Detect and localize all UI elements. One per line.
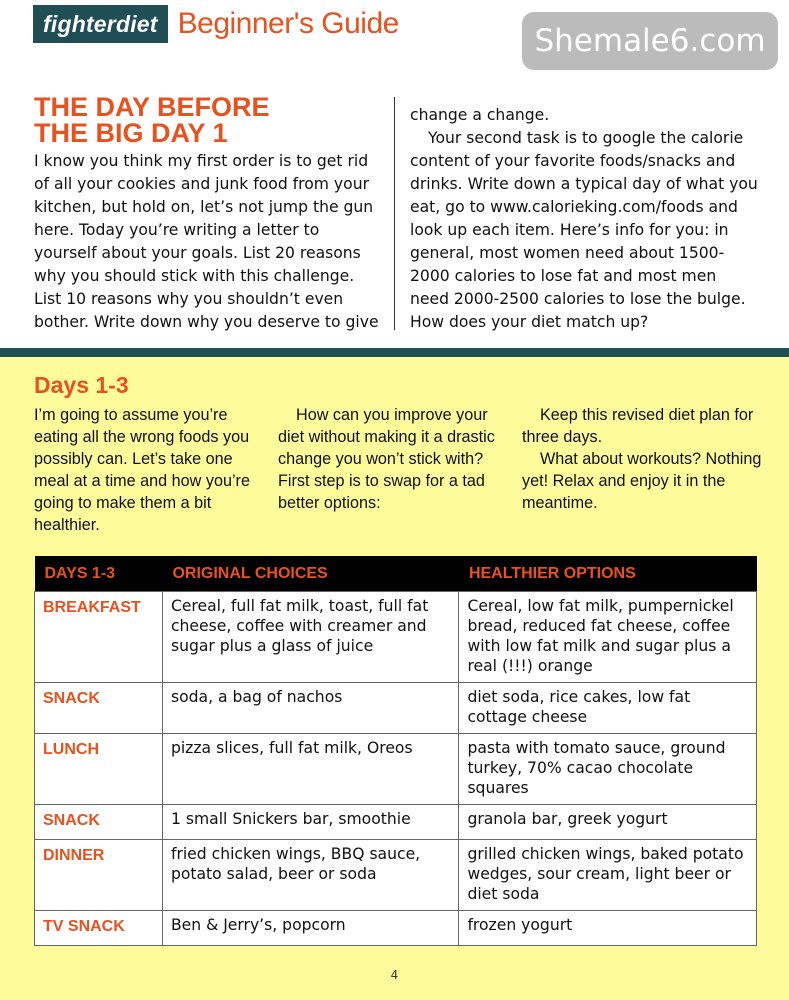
meal-label: SNACK bbox=[35, 805, 163, 840]
table-row bbox=[35, 734, 757, 805]
days-title: Days 1-3 bbox=[34, 372, 129, 398]
header-original: ORIGINAL CHOICES bbox=[162, 556, 458, 592]
second-task-paragraph: Your second task is to google the calorie content of your favorite foods/snacks and drinks. Write down a typical day of what you eat, go to www.calorieking.com/foods and look up each item. Here’s info for you: in general, most women need about 1500-2000 calories to lose fat and most men need 2000-2500 calories to lose the bulge. How does your diet match up? bbox=[410, 129, 758, 331]
divider-band bbox=[0, 348, 789, 357]
section-title-line1: THE DAY BEFORE bbox=[34, 92, 270, 122]
column-divider bbox=[394, 97, 395, 330]
table-header-row bbox=[35, 556, 757, 592]
healthier-cell: granola bar, greek yogurt bbox=[459, 805, 757, 840]
healthier-cell: Cereal, low fat milk, pumpernickel bread, reduced fat cheese, coffee with low fat milk and sugar plus a real (!!!) orange bbox=[459, 592, 757, 683]
continued-paragraph: change a change. bbox=[410, 106, 550, 124]
section-title-line2: THE BIG DAY 1 bbox=[34, 118, 228, 148]
table-row bbox=[35, 683, 757, 734]
days-paragraph-3: Keep this revised diet plan for three days. bbox=[522, 406, 754, 446]
table-row bbox=[35, 840, 757, 911]
healthier-cell: grilled chicken wings, baked potato wedges, sour cream, light beer or diet soda bbox=[459, 840, 757, 911]
original-cell: Cereal, full fat milk, toast, full fat cheese, coffee with creamer and sugar plus a glass of juice bbox=[162, 592, 458, 683]
original-cell: pizza slices, full fat milk, Oreos bbox=[162, 734, 458, 805]
meal-label: LUNCH bbox=[35, 734, 163, 805]
original-cell: Ben & Jerry’s, popcorn bbox=[162, 911, 458, 946]
header-healthier: HEALTHIER OPTIONS bbox=[459, 556, 757, 592]
original-cell: fried chicken wings, BBQ sauce, potato salad, beer or soda bbox=[162, 840, 458, 911]
intro-column-left bbox=[34, 150, 384, 334]
days-column-1 bbox=[34, 404, 270, 536]
table-row bbox=[35, 805, 757, 840]
header bbox=[33, 5, 399, 43]
meal-label: TV SNACK bbox=[35, 911, 163, 946]
original-cell: 1 small Snickers bar, smoothie bbox=[162, 805, 458, 840]
days-column-2 bbox=[278, 404, 506, 514]
days-paragraph-1: I’m going to assume you’re eating all the wrong foods you possibly can. Let’s take one meal at a time and how you’re going to make them a bit healthier. bbox=[34, 406, 250, 534]
healthier-cell: frozen yogurt bbox=[459, 911, 757, 946]
days-paragraph-2: How can you improve your diet without making it a drastic change you won’t stick with? First step is to swap for a tad better options: bbox=[278, 406, 495, 512]
header-days: DAYS 1-3 bbox=[35, 556, 163, 592]
meal-swap-table bbox=[34, 556, 757, 946]
days-paragraph-4: What about workouts? Nothing yet! Relax and enjoy it in the meantime. bbox=[522, 450, 762, 512]
page-number: 4 bbox=[390, 968, 399, 982]
brand-logo: fighterdiet bbox=[33, 5, 168, 43]
intro-paragraph: I know you think my first order is to get rid of all your cookies and junk food from your kitchen, but hold on, let’s not jump the gun here. Today you’re writing a letter to yourself about your goals. List 20 reasons why you should stick with this challenge. List 10 reasons why you shouldn’t even bother. Write down why you deserve to give bbox=[34, 152, 379, 331]
days-column-3 bbox=[522, 404, 762, 514]
table-row bbox=[35, 911, 757, 946]
table-row bbox=[35, 592, 757, 683]
section-title bbox=[34, 94, 374, 146]
watermark: Shemale6.com bbox=[522, 12, 778, 70]
meal-label: BREAKFAST bbox=[35, 592, 163, 683]
healthier-cell: pasta with tomato sauce, ground turkey, 70% cacao chocolate squares bbox=[459, 734, 757, 805]
meal-label: SNACK bbox=[35, 683, 163, 734]
guide-title: Beginner's Guide bbox=[177, 7, 399, 40]
healthier-cell: diet soda, rice cakes, low fat cottage cheese bbox=[459, 683, 757, 734]
original-cell: soda, a bag of nachos bbox=[162, 683, 458, 734]
intro-column-right bbox=[410, 104, 760, 334]
meal-label: DINNER bbox=[35, 840, 163, 911]
